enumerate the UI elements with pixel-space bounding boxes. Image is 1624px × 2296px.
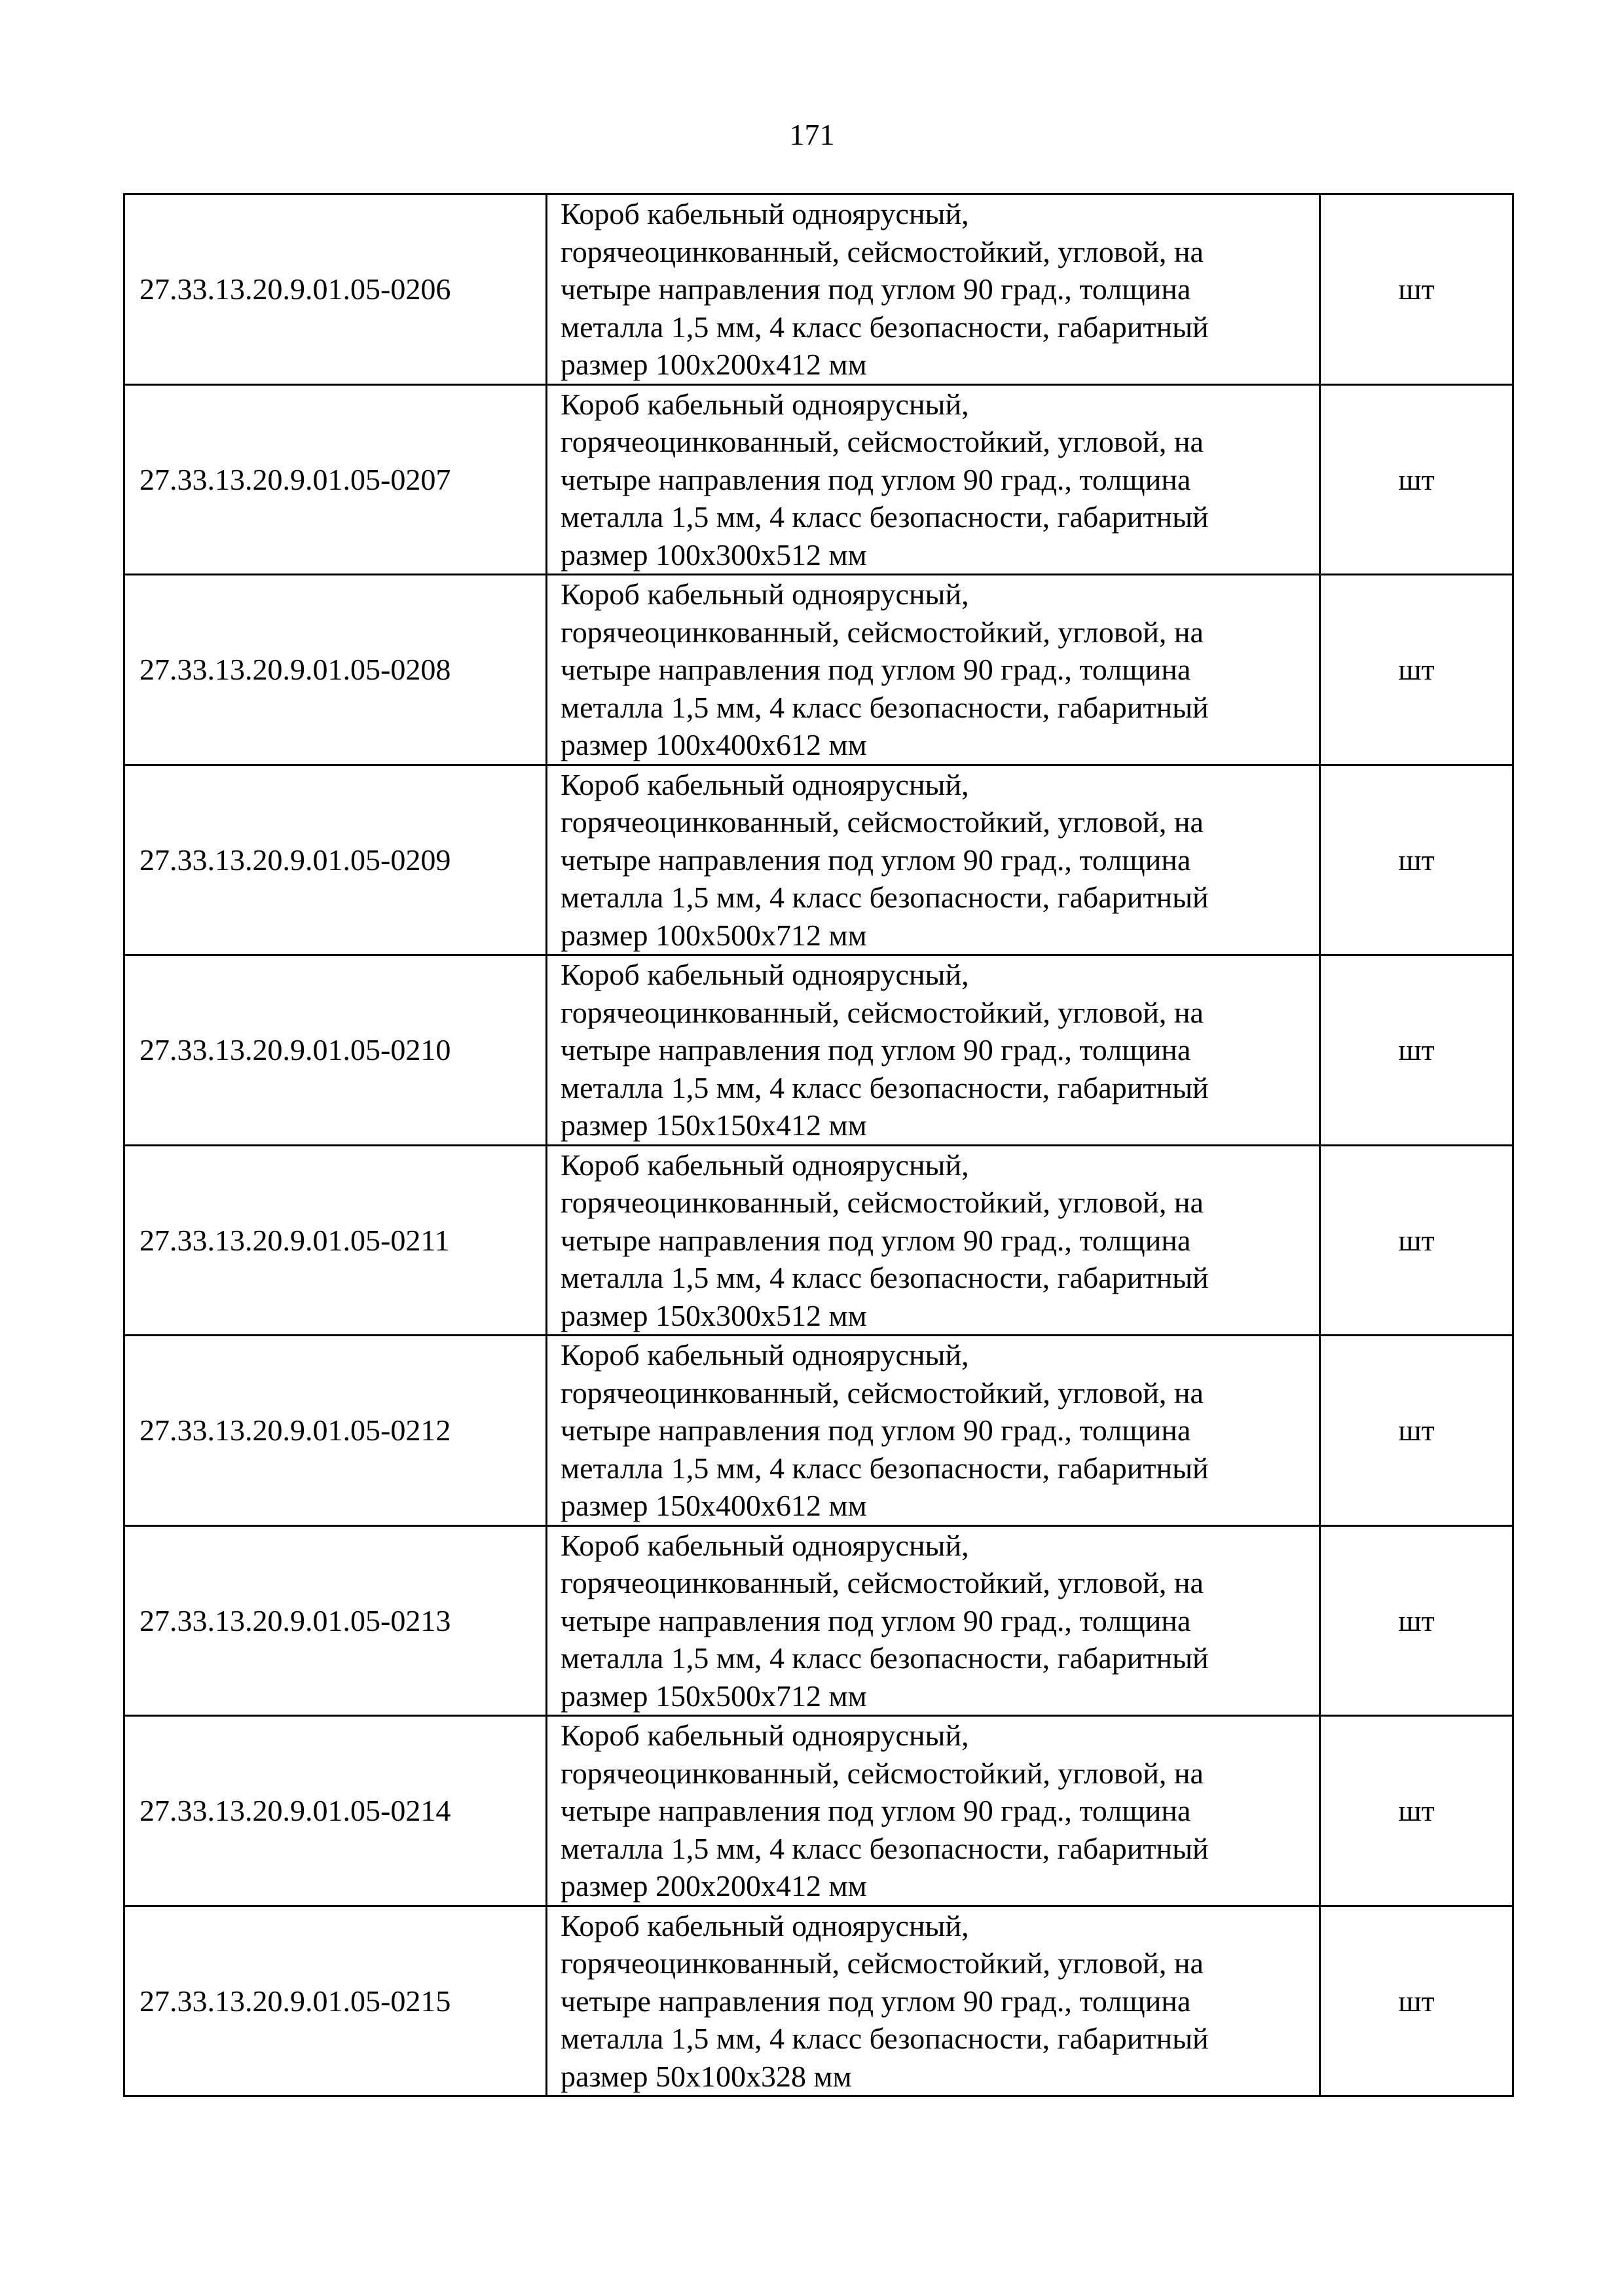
resource-table [123,193,1514,2097]
resource-code-cell: 27.33.13.20.9.01.05-0208 [124,575,547,765]
resource-code-cell: 27.33.13.20.9.01.05-0207 [124,384,547,575]
resource-description-cell [547,765,1320,955]
unit-cell: шт [1320,765,1513,955]
page-number: 171 [789,118,835,151]
resource-description-cell [547,1716,1320,1906]
description-line: размер 100х200х412 мм [561,348,867,381]
resource-code-cell: 27.33.13.20.9.01.05-0206 [124,194,547,385]
table-row [124,194,1513,385]
description-line: горячеоцинкованный, сейсмостойкий, угловой, на [561,1946,1204,1980]
unit-cell: шт [1320,1336,1513,1526]
description-line: размер 150х500х712 мм [561,1679,867,1713]
description-line: четыре направления под углом 90 град., толщина [561,1223,1191,1257]
description-line: Короб кабельный одноярусный, [561,197,969,230]
resource-description-cell [547,194,1320,385]
description-line: размер 150х400х612 мм [561,1489,867,1522]
table-row [124,1336,1513,1526]
description-line: Короб кабельный одноярусный, [561,1908,969,1942]
table-row [124,1145,1513,1336]
unit-cell: шт [1320,1716,1513,1906]
description-line: размер 200х200х412 мм [561,1869,867,1903]
table-row [124,765,1513,955]
description-line: четыре направления под углом 90 град., толщина [561,1794,1191,1827]
description-line: металла 1,5 мм, 4 класс безопасности, габаритный [561,500,1209,534]
description-line: Короб кабельный одноярусный, [561,387,969,421]
resource-code-cell: 27.33.13.20.9.01.05-0213 [124,1525,547,1716]
description-line: Короб кабельный одноярусный, [561,1719,969,1752]
unit-cell: шт [1320,194,1513,385]
resource-description-cell [547,1525,1320,1716]
description-line: четыре направления под углом 90 град., толщина [561,1033,1191,1066]
description-line: горячеоцинкованный, сейсмостойкий, угловой, на [561,1376,1204,1410]
resource-code-cell: 27.33.13.20.9.01.05-0210 [124,955,547,1146]
description-line: размер 50х100х328 мм [561,2059,852,2093]
table-row [124,384,1513,575]
table-row [124,955,1513,1146]
description-line: Короб кабельный одноярусный, [561,958,969,991]
description-line: металла 1,5 мм, 4 класс безопасности, габаритный [561,1451,1209,1485]
description-line: четыре направления под углом 90 град., толщина [561,843,1191,877]
description-line: металла 1,5 мм, 4 класс безопасности, габаритный [561,2022,1209,2055]
description-line: горячеоцинкованный, сейсмостойкий, угловой, на [561,1566,1204,1599]
description-line: Короб кабельный одноярусный, [561,1148,969,1182]
description-line: горячеоцинкованный, сейсмостойкий, угловой, на [561,805,1204,839]
description-line: металла 1,5 мм, 4 класс безопасности, габаритный [561,1070,1209,1104]
resource-description-cell [547,955,1320,1146]
resource-code-cell: 27.33.13.20.9.01.05-0214 [124,1716,547,1906]
resource-description-cell [547,1906,1320,2096]
description-line: горячеоцинкованный, сейсмостойкий, угловой, на [561,234,1204,268]
description-line: размер 100х500х712 мм [561,918,867,952]
table-row [124,1525,1513,1716]
unit-cell: шт [1320,1525,1513,1716]
description-line: размер 150х300х512 мм [561,1298,867,1332]
description-line: Короб кабельный одноярусный, [561,1528,969,1562]
description-line: металла 1,5 мм, 4 класс безопасности, габаритный [561,1261,1209,1294]
resource-description-cell [547,575,1320,765]
unit-cell: шт [1320,575,1513,765]
description-line: Короб кабельный одноярусный, [561,767,969,801]
description-line: четыре направления под углом 90 град., толщина [561,272,1191,306]
unit-cell: шт [1320,955,1513,1146]
description-line: четыре направления под углом 90 град., толщина [561,1413,1191,1447]
description-line: горячеоцинкованный, сейсмостойкий, угловой, на [561,615,1204,649]
description-line: горячеоцинкованный, сейсмостойкий, угловой, на [561,425,1204,458]
description-line: четыре направления под углом 90 град., толщина [561,1603,1191,1637]
description-line: металла 1,5 мм, 4 класс безопасности, габаритный [561,690,1209,724]
description-line: четыре направления под углом 90 град., толщина [561,1984,1191,2018]
resource-description-cell [547,1145,1320,1336]
description-line: металла 1,5 мм, 4 класс безопасности, габаритный [561,1641,1209,1675]
description-line: металла 1,5 мм, 4 класс безопасности, габаритный [561,881,1209,914]
resource-description-cell [547,1336,1320,1526]
description-line: металла 1,5 мм, 4 класс безопасности, габаритный [561,1831,1209,1865]
description-line: горячеоцинкованный, сейсмостойкий, угловой, на [561,1186,1204,1219]
description-line: размер 100х300х512 мм [561,538,867,572]
description-line: четыре направления под углом 90 град., толщина [561,653,1191,686]
unit-cell: шт [1320,1145,1513,1336]
description-line: Короб кабельный одноярусный, [561,1338,969,1372]
table-row [124,575,1513,765]
unit-cell: шт [1320,384,1513,575]
resource-code-cell: 27.33.13.20.9.01.05-0211 [124,1145,547,1336]
table-row [124,1716,1513,1906]
resource-code-cell: 27.33.13.20.9.01.05-0215 [124,1906,547,2096]
description-line: четыре направления под углом 90 град., толщина [561,462,1191,496]
unit-cell: шт [1320,1906,1513,2096]
table-row [124,1906,1513,2096]
resource-code-cell: 27.33.13.20.9.01.05-0209 [124,765,547,955]
description-line: горячеоцинкованный, сейсмостойкий, угловой, на [561,1756,1204,1790]
description-line: Короб кабельный одноярусный, [561,577,969,611]
description-line: размер 100х400х612 мм [561,728,867,761]
resource-description-cell [547,384,1320,575]
description-line: металла 1,5 мм, 4 класс безопасности, габаритный [561,310,1209,344]
description-line: размер 150х150х412 мм [561,1108,867,1142]
table-body [124,194,1513,2096]
description-line: горячеоцинкованный, сейсмостойкий, угловой, на [561,995,1204,1029]
resource-code-cell: 27.33.13.20.9.01.05-0212 [124,1336,547,1526]
